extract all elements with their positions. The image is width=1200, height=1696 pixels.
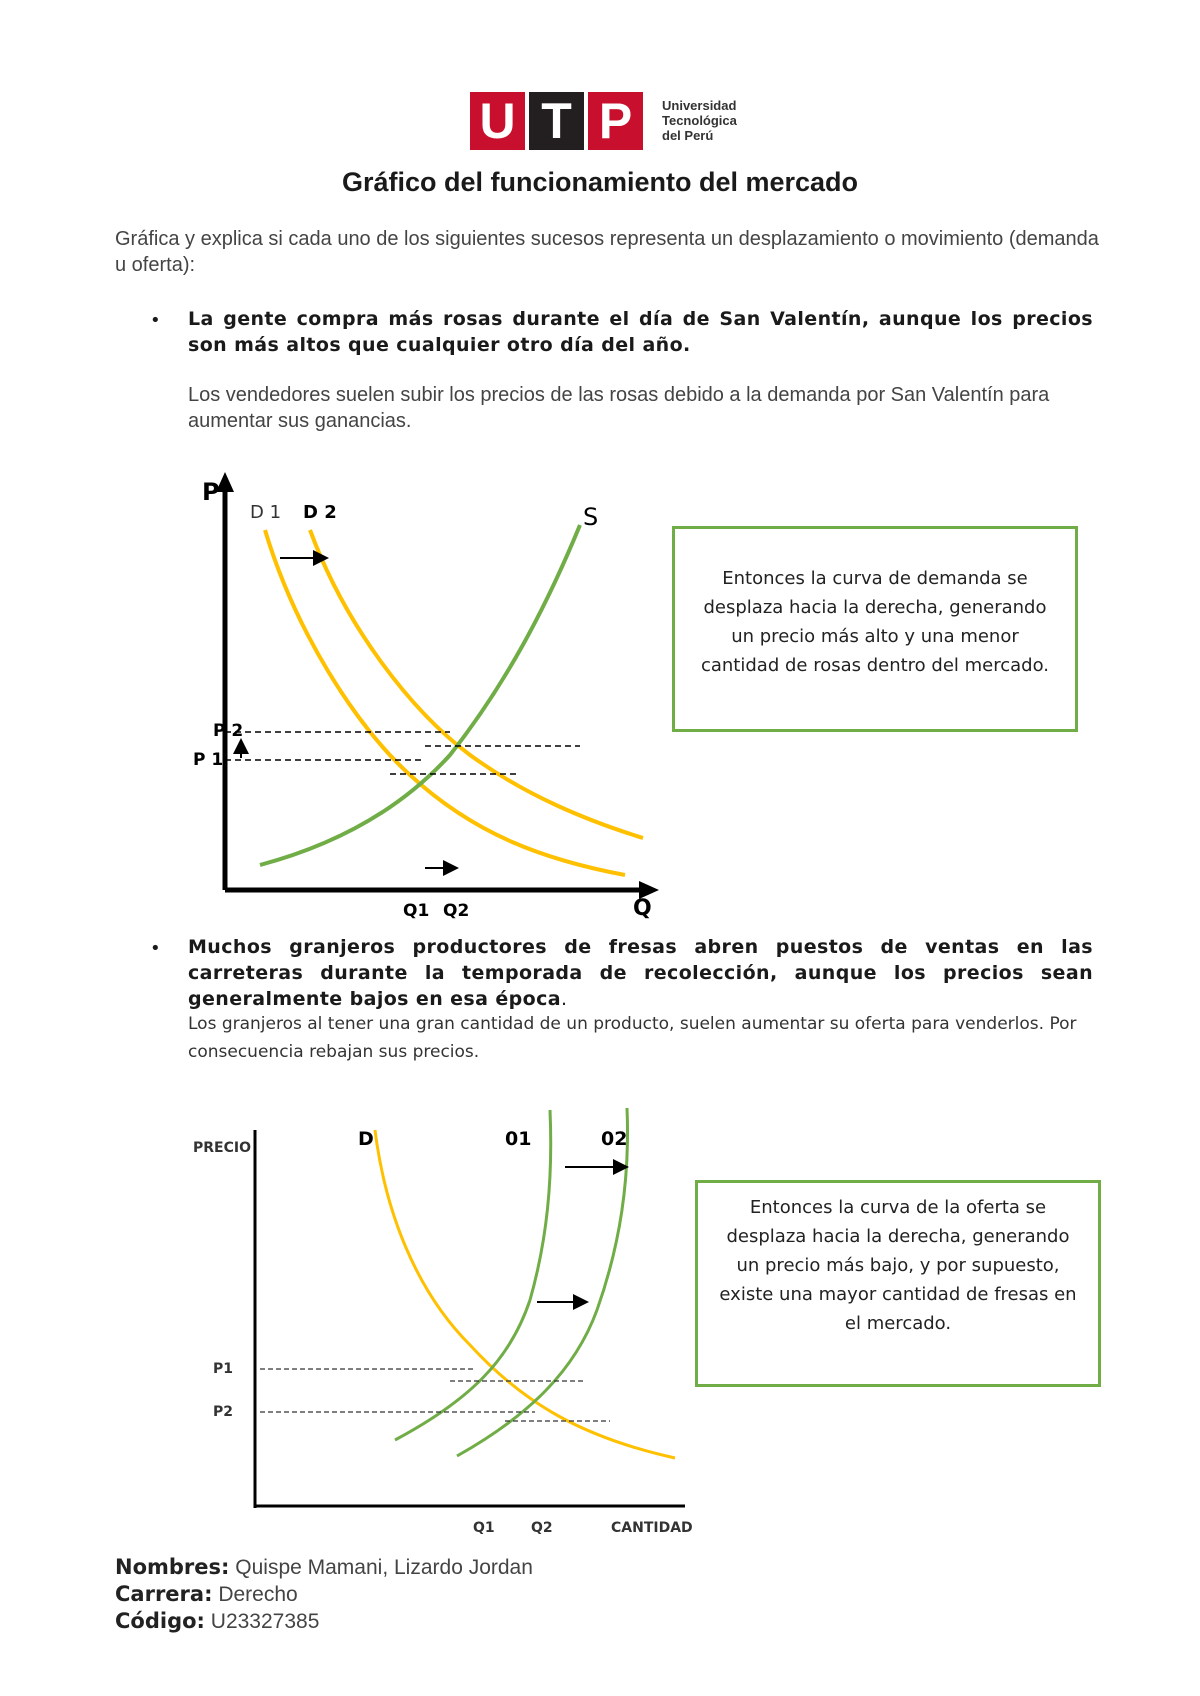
label-p1: P1 [213, 1361, 234, 1377]
bullet-1: • [150, 310, 161, 331]
logo-letter-u: U [470, 92, 525, 150]
logo-university-name: Universidad Tecnológica del Perú [662, 98, 737, 143]
page-title: Gráfico del funcionamiento del mercado [341, 167, 859, 197]
demand-shift-chart [185, 470, 665, 930]
footer-career: Carrera: Derecho [115, 1582, 298, 1606]
logo-letter-p: P [588, 92, 643, 150]
x-axis-label: Q [633, 896, 652, 921]
label-p2: P2 [213, 1404, 234, 1420]
conclusion-box-2: Entonces la curva de la oferta se desplaza hacia la derecha, generando un precio más bajo, y por supuesto, existe una mayor cantidad de fresas en el mercado. [695, 1180, 1101, 1387]
label-q2: Q2 [443, 901, 470, 921]
label-s: S [583, 503, 599, 531]
label-q1: Q1 [473, 1520, 495, 1536]
y-axis-label: P [202, 478, 220, 506]
intro-instructions: Gráfica y explica si cada uno de los siguientes sucesos representa un desplazamiento o movimiento (demanda u oferta): [115, 228, 1099, 276]
label-q1: Q1 [403, 901, 430, 921]
label-d1: D 1 [250, 502, 282, 523]
question-2: Muchos granjeros productores de fresas abren puestos de ventas en las carreteras durante la temporada de recolección, aunque los precios sean generalmente bajos en esa época. [188, 936, 1093, 1010]
conclusion-box-1: Entonces la curva de demanda se desplaza hacia la derecha, generando un precio más alto y una menor cantidad de rosas dentro del mercado. [672, 526, 1078, 732]
utp-logo [470, 90, 750, 152]
bullet-2: • [150, 938, 161, 959]
label-02: 02 [601, 1128, 628, 1150]
demand-curve-d2 [310, 530, 643, 838]
x-axis-label: CANTIDAD [611, 1520, 693, 1536]
footer-code: Código: U23327385 [115, 1609, 320, 1633]
label-p1: P 1 [193, 750, 224, 770]
logo-letter-t: T [529, 92, 584, 150]
demand-curve-d1 [265, 530, 625, 875]
answer-2: Los granjeros al tener una gran cantidad de un producto, suelen aumentar su oferta para venderlos. Por consecuencia rebajan sus precios. [188, 1014, 1077, 1062]
label-01: 01 [505, 1128, 532, 1150]
supply-shift-chart [185, 1100, 705, 1545]
y-axis-label: PRECIO [193, 1140, 251, 1156]
label-d: D [358, 1128, 374, 1150]
supply-curve-02 [457, 1108, 628, 1456]
question-1: La gente compra más rosas durante el día de San Valentín, aunque los precios son más altos que cualquier otro día del año. [188, 308, 1093, 356]
footer-names: Nombres: Quispe Mamani, Lizardo Jordan [115, 1555, 533, 1579]
label-q2: Q2 [531, 1520, 553, 1536]
label-p2: P 2 [213, 721, 244, 741]
label-d2: D 2 [303, 502, 337, 523]
supply-curve-s [260, 525, 580, 865]
answer-1: Los vendedores suelen subir los precios de las rosas debido a la demanda por San Valentín para aumentar sus ganancias. [188, 384, 1050, 432]
